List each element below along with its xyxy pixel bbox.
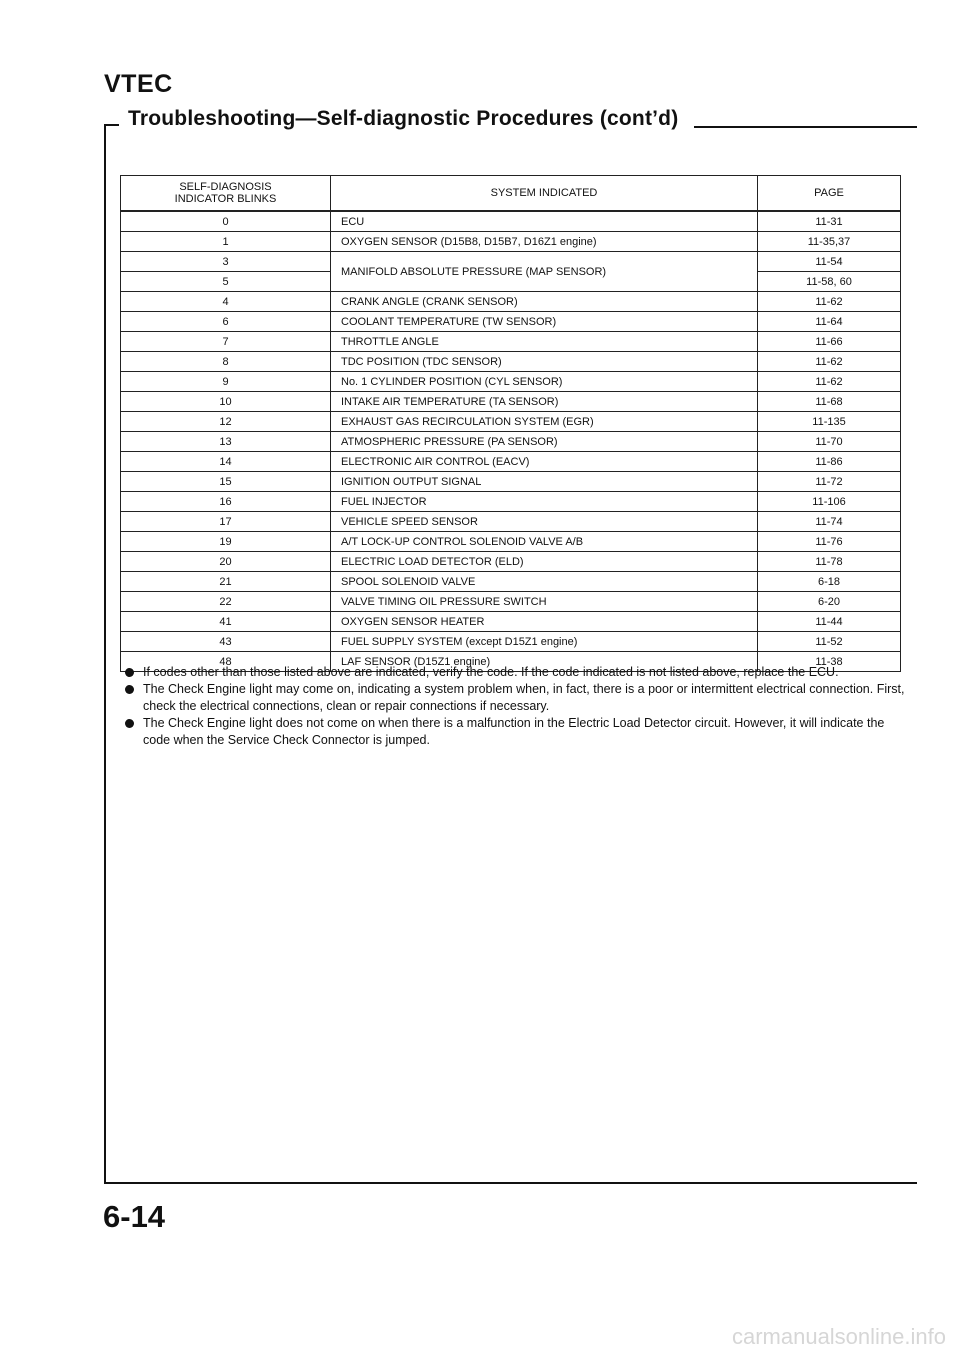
note-text: The Check Engine light may come on, indicating a system problem when, in fact, there is a poor or intermittent electrical connection. First, check the electrical connections, clean or repair connections if necessary. <box>143 682 905 713</box>
system-cell: INTAKE AIR TEMPERATURE (TA SENSOR) <box>331 392 758 412</box>
system-cell: FUEL INJECTOR <box>331 492 758 512</box>
table-row <box>121 572 901 592</box>
header-blinks-line2: INDICATOR BLINKS <box>174 193 277 205</box>
system-cell: ELECTRONIC AIR CONTROL (EACV) <box>331 452 758 472</box>
code-cell: 19 <box>121 532 331 552</box>
code-cell: 14 <box>121 452 331 472</box>
bullet-icon <box>125 668 134 677</box>
table-header-row <box>121 176 901 212</box>
page-cell: 11-62 <box>758 292 901 312</box>
notes-list <box>122 664 912 749</box>
system-cell: SPOOL SOLENOID VALVE <box>331 572 758 592</box>
table-body <box>121 211 901 672</box>
table-row <box>121 332 901 352</box>
code-cell: 15 <box>121 472 331 492</box>
code-cell: 1 <box>121 232 331 252</box>
system-cell: VEHICLE SPEED SENSOR <box>331 512 758 532</box>
code-cell: 43 <box>121 632 331 652</box>
table-row <box>121 392 901 412</box>
note-item <box>122 664 912 681</box>
frame-top-rule-left <box>104 124 119 126</box>
table-row <box>121 292 901 312</box>
note-text: If codes other than those listed above are indicated, verify the code. If the code indicated is not listed above, replace the ECU. <box>143 665 839 679</box>
bullet-icon <box>125 719 134 728</box>
system-cell: EXHAUST GAS RECIRCULATION SYSTEM (EGR) <box>331 412 758 432</box>
system-cell: TDC POSITION (TDC SENSOR) <box>331 352 758 372</box>
system-cell: ATMOSPHERIC PRESSURE (PA SENSOR) <box>331 432 758 452</box>
table-row <box>121 472 901 492</box>
code-cell: 9 <box>121 372 331 392</box>
page-cell: 11-72 <box>758 472 901 492</box>
page-cell: 11-31 <box>758 211 901 232</box>
code-cell: 41 <box>121 612 331 632</box>
table-row <box>121 512 901 532</box>
page-cell: 11-58, 60 <box>758 272 901 292</box>
system-cell: IGNITION OUTPUT SIGNAL <box>331 472 758 492</box>
page-cell: 11-78 <box>758 552 901 572</box>
frame-bottom-rule <box>104 1182 917 1184</box>
bullet-icon <box>125 685 134 694</box>
table-row <box>121 372 901 392</box>
system-cell: VALVE TIMING OIL PRESSURE SWITCH <box>331 592 758 612</box>
system-cell: CRANK ANGLE (CRANK SENSOR) <box>331 292 758 312</box>
page-cell: 11-44 <box>758 612 901 632</box>
page-cell: 6-18 <box>758 572 901 592</box>
code-cell: 5 <box>121 272 331 292</box>
table-row <box>121 252 901 272</box>
system-cell: THROTTLE ANGLE <box>331 332 758 352</box>
table-row <box>121 432 901 452</box>
system-cell: ELECTRIC LOAD DETECTOR (ELD) <box>331 552 758 572</box>
table-row <box>121 452 901 472</box>
system-cell: OXYGEN SENSOR HEATER <box>331 612 758 632</box>
code-cell: 3 <box>121 252 331 272</box>
table-row <box>121 632 901 652</box>
page-cell: 11-135 <box>758 412 901 432</box>
system-cell: COOLANT TEMPERATURE (TW SENSOR) <box>331 312 758 332</box>
page-cell: 11-74 <box>758 512 901 532</box>
code-cell: 6 <box>121 312 331 332</box>
system-cell: OXYGEN SENSOR (D15B8, D15B7, D16Z1 engine) <box>331 232 758 252</box>
system-cell: No. 1 CYLINDER POSITION (CYL SENSOR) <box>331 372 758 392</box>
code-cell: 0 <box>121 211 331 232</box>
page-title: Troubleshooting—Self-diagnostic Procedures (cont’d) <box>128 107 679 130</box>
note-item <box>122 715 912 749</box>
code-cell: 13 <box>121 432 331 452</box>
page-cell: 11-35,37 <box>758 232 901 252</box>
table-row <box>121 412 901 432</box>
header-blinks-line1: SELF-DIAGNOSIS <box>179 181 272 193</box>
system-cell: LAF SENSOR (D15Z1 engine) <box>331 652 758 672</box>
table-row <box>121 532 901 552</box>
table-row <box>121 552 901 572</box>
page-cell: 11-54 <box>758 252 901 272</box>
table-row <box>121 612 901 632</box>
code-cell: 4 <box>121 292 331 312</box>
code-cell: 17 <box>121 512 331 532</box>
system-cell: A/T LOCK-UP CONTROL SOLENOID VALVE A/B <box>331 532 758 552</box>
page-cell: 11-38 <box>758 652 901 672</box>
system-cell: MANIFOLD ABSOLUTE PRESSURE (MAP SENSOR) <box>331 252 758 292</box>
page-cell: 11-52 <box>758 632 901 652</box>
table-row <box>121 352 901 372</box>
page-cell: 6-20 <box>758 592 901 612</box>
page-cell: 11-106 <box>758 492 901 512</box>
watermark: carmanualsonline.info <box>731 1324 946 1349</box>
table-row <box>121 211 901 232</box>
header-system-indicated: SYSTEM INDICATED <box>331 176 758 212</box>
code-cell: 7 <box>121 332 331 352</box>
code-cell: 10 <box>121 392 331 412</box>
page-cell: 11-62 <box>758 372 901 392</box>
frame-top-rule-right <box>694 126 917 128</box>
code-cell: 20 <box>121 552 331 572</box>
header-indicator-blinks <box>121 176 331 212</box>
page-cell: 11-70 <box>758 432 901 452</box>
code-cell: 22 <box>121 592 331 612</box>
frame-left-rule <box>104 124 106 1184</box>
note-item <box>122 681 912 715</box>
page-cell: 11-76 <box>758 532 901 552</box>
table-row <box>121 232 901 252</box>
diagnostic-code-table <box>120 175 901 672</box>
table-row <box>121 492 901 512</box>
table-row <box>121 592 901 612</box>
page-number: 6-14 <box>103 1199 166 1234</box>
code-cell: 12 <box>121 412 331 432</box>
system-cell: FUEL SUPPLY SYSTEM (except D15Z1 engine) <box>331 632 758 652</box>
section-title: VTEC <box>104 70 173 98</box>
page-cell: 11-68 <box>758 392 901 412</box>
code-cell: 8 <box>121 352 331 372</box>
code-cell: 48 <box>121 652 331 672</box>
code-cell: 21 <box>121 572 331 592</box>
page-cell: 11-66 <box>758 332 901 352</box>
system-cell: ECU <box>331 211 758 232</box>
page-cell: 11-62 <box>758 352 901 372</box>
table-row <box>121 312 901 332</box>
page-cell: 11-64 <box>758 312 901 332</box>
header-page: PAGE <box>758 176 901 212</box>
page-cell: 11-86 <box>758 452 901 472</box>
code-cell: 16 <box>121 492 331 512</box>
note-text: The Check Engine light does not come on when there is a malfunction in the Electric Load Detector circuit. However, it will indicate the code when the Service Check Connector is jumped. <box>143 716 885 747</box>
